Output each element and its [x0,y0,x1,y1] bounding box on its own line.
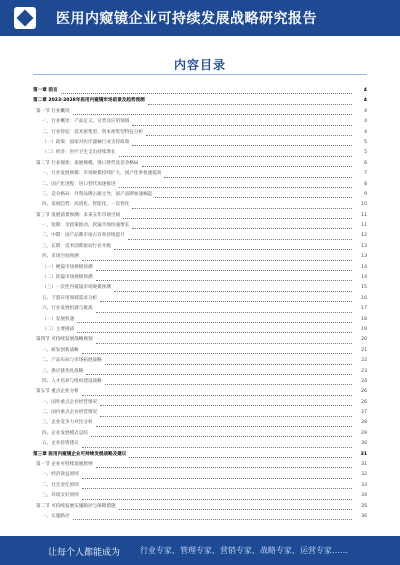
toc-leader-dots [96,343,352,344]
report-header [0,0,400,36]
toc-entry-text: 二、中期：国产品牌市场占有率持续提升 [42,233,125,239]
toc-leader-dots [86,374,352,375]
toc-entry-page: 17 [361,306,367,312]
toc-leader-dots [100,405,352,406]
toc-entry-text: 三、竞争格局：外资品牌占据主导，国产品牌加速崛起 [42,191,153,197]
toc-entry[interactable] [33,398,367,408]
toc-title: 内容目录 [173,58,226,72]
toc-entry[interactable] [33,491,367,501]
toc-entry[interactable] [33,148,367,158]
toc-entry-text: 第二节 行业现状：发展规模、进口替代及竞争格局 [36,160,139,166]
toc-entry[interactable] [33,200,367,210]
toc-entry[interactable] [33,263,367,273]
toc-entry-text: 二、社会责任原则 [42,482,79,488]
toc-entry-text: 五、下游应用领域需求分析 [42,295,98,301]
toc-entry-text: （一）政策：国家对医疗器械行业支持政策 [42,139,130,145]
toc-entry-page: 11 [361,223,367,229]
toc-entry-text: （一）发展机遇 [42,316,75,322]
toc-entry-page: 31 [360,451,367,457]
toc-entry[interactable] [33,159,367,169]
toc-leader-dots [96,270,352,271]
toc-leader-dots [82,395,352,396]
toc-leader-dots [82,488,352,489]
toc-entry[interactable] [33,502,367,512]
toc-leader-dots [73,519,352,520]
toc-leader-dots [146,135,352,136]
toc-entry-text: 一、行业概述：产品定义、分类及应用领域 [42,119,130,125]
toc-entry-page: 26 [361,399,367,405]
toc-leader-dots [77,332,352,333]
toc-leader-dots [77,322,352,323]
toc-entry-page: 13 [361,243,367,249]
toc-leader-dots [96,426,352,427]
toc-entry[interactable] [33,252,367,262]
toc-entry[interactable] [33,429,367,439]
toc-entry[interactable] [33,377,367,387]
toc-leader-dots [82,260,352,261]
toc-entry-text: （二）软镜市场规模预测 [42,275,93,281]
toc-entry-page: 19 [361,326,367,332]
toc-entry[interactable] [33,180,367,190]
toc-entry-page: 31 [361,462,367,468]
toc-leader-dots [91,436,352,437]
footer-slogan: 让每个人都能成为 [48,548,121,558]
toc-entry-text: 五、企业投资建议 [42,441,79,447]
toc-entry-page: 5 [364,139,367,145]
toc-entry-text: （二）经济：医疗卫生支出持续增长 [42,150,116,156]
toc-entry-text: 第二节 可持续发展实施路径与保障措施 [36,503,116,509]
toc-entry-page: 5 [364,150,367,156]
toc-leader-dots [132,228,352,229]
toc-entry-text: 四、企业发展模式总结 [42,430,88,436]
toc-entry-text: 三、长期：技术创新驱动行业升级 [42,243,111,249]
toc-entry-page: 13 [361,254,367,260]
toc-leader-dots [119,509,352,510]
toc-leader-dots [132,208,352,209]
toc-leader-dots [132,125,352,126]
toc-entry-text: 四、发展趋势：高清化、智能化、一次性化 [42,202,130,208]
toc-entry[interactable] [33,460,367,470]
toc-entry[interactable] [33,325,367,335]
toc-entry-page: 27 [361,410,367,416]
toc-entry-page: 6 [364,160,367,166]
toc-entry[interactable] [33,294,367,304]
table-of-contents [33,86,367,522]
toc-entry[interactable] [33,211,367,221]
toc-leader-dots [164,177,352,178]
toc-entry-text: 一、经济效益原则 [42,472,79,478]
toc-entry[interactable] [33,96,367,106]
toc-entry-text: （三）一次性内窥镜市场规模预测 [42,285,111,291]
toc-entry[interactable] [33,481,367,491]
toc-leader-dots [132,145,352,146]
toc-leader-dots [114,291,352,292]
toc-entry-page: 8 [364,181,367,187]
toc-leader-dots [61,93,352,94]
toc-entry[interactable] [33,450,367,460]
toc-leader-dots [82,478,352,479]
toc-entry-page: 22 [361,358,367,364]
toc-entry-page: 33 [361,482,367,488]
toc-entry[interactable] [33,117,367,127]
toc-entry[interactable] [33,283,367,293]
toc-leader-dots [114,249,352,250]
toc-leader-dots [96,312,352,313]
toc-leader-dots [96,280,352,281]
toc-entry-text: 第一章 前言 [33,87,58,93]
toc-divider [33,74,367,75]
toc-entry-text: 第一节 企业可持续发展原则 [36,462,93,468]
toc-entry-page: 14 [361,275,367,281]
toc-entry-page: 12 [361,233,367,239]
toc-leader-dots [100,416,352,417]
toc-leader-dots [105,384,352,385]
toc-entry-page: 32 [361,472,367,478]
toc-entry[interactable] [33,335,367,345]
toc-entry-text: （一）硬镜市场规模预测 [42,264,93,270]
toc-entry-page: 4 [364,108,367,114]
toc-entry-text: 一、短期：受政策推动，软镜市场快速增长 [42,223,130,229]
toc-entry-text: 四、市场空间预测 [42,254,79,260]
toc-entry-page: 28 [361,420,367,426]
toc-entry[interactable] [33,169,367,179]
toc-entry-page: 35 [361,503,367,509]
toc-entry-text: 第五节 重点企业分析 [36,389,79,395]
toc-entry-page: 4 [363,98,367,104]
toc-entry-text: 第三节 发展前景预测：未来五年市场空间 [36,212,121,218]
toc-entry-text: 二、国内重点企业经营情况 [42,410,98,416]
page-footer [0,536,400,565]
toc-entry-text: 二、国产化进程：进口替代加速推进 [42,181,116,187]
toc-entry-page: 30 [361,441,367,447]
report-title: 医用内窥镜企业可持续发展战略研究报告 [56,11,317,27]
toc-entry[interactable] [33,439,367,449]
toc-entry-text: 第四节 可持续发展战略规划 [36,337,93,343]
toc-entry-page: 4 [364,129,367,135]
toc-leader-dots [119,156,352,157]
toc-entry-page: 10 [361,202,367,208]
toc-entry[interactable] [33,356,367,366]
toc-entry-page: 26 [361,389,367,395]
toc-leader-dots [82,447,352,448]
toc-entry[interactable] [33,315,367,325]
toc-entry-page: 18 [361,316,367,322]
toc-leader-dots [82,499,352,500]
toc-entry[interactable] [33,231,367,241]
toc-entry-page: 11 [361,212,367,218]
toc-entry-text: 四、人才培养与组织建设战略 [42,378,102,384]
toc-entry[interactable] [33,242,367,252]
toc-leader-dots [129,457,352,458]
toc-leader-dots [123,218,352,219]
toc-leader-dots [105,364,352,365]
brand-logo-icon [14,7,36,29]
toc-entry-text: 三、环境友好原则 [42,493,79,499]
toc-entry-page: 9 [364,191,367,197]
toc-leader-dots [100,301,352,302]
toc-entry-text: 六、行业发展机遇与挑战 [42,306,93,312]
toc-entry-page: 23 [361,368,367,374]
toc-entry-page: 20 [361,337,367,343]
toc-leader-dots [128,239,352,240]
toc-leader-dots [155,197,352,198]
toc-entry[interactable] [33,86,367,96]
toc-entry-page: 21 [361,347,367,353]
toc-entry[interactable] [33,107,367,117]
toc-entry[interactable] [33,346,367,356]
toc-entry-text: 一、实施路径 [42,514,70,519]
toc-entry-page: 16 [361,295,367,301]
toc-entry[interactable] [33,273,367,283]
toc-leader-dots [142,166,352,167]
toc-entry-page: 15 [361,285,367,291]
toc-entry-page: 4 [363,87,367,93]
toc-entry[interactable] [33,387,367,397]
toc-entry-page: 24 [361,378,367,384]
toc-leader-dots [119,187,352,188]
toc-entry-page: 29 [361,430,367,436]
footer-tagline: 行业专家、管理专家、营销专家、战略专家、运营专家…… [140,546,348,555]
toc-entry[interactable] [33,128,367,138]
toc-entry-text: 三、供应链优化战略 [42,368,84,374]
toc-entry[interactable] [33,419,367,429]
toc-entry-text: （二）主要挑战 [42,326,75,332]
toc-leader-dots [82,353,352,354]
toc-entry-page: 14 [361,264,367,270]
toc-entry[interactable] [33,138,367,148]
toc-entry-text: 一、行业发展规模：市场规模持续扩大，国产化率快速提高 [42,171,162,177]
toc-entry-text: 第二章 2023-2028年医用内窥镜市场前景及趋势预测 [33,98,145,104]
toc-leader-dots [96,467,352,468]
toc-entry-text: 一、研发创新战略 [42,347,79,353]
toc-leader-dots [73,114,352,115]
toc-entry[interactable] [33,408,367,418]
toc-entry[interactable] [33,190,367,200]
toc-entry-page: 4 [364,119,367,125]
toc-entry[interactable] [33,221,367,231]
toc-entry-text: 第一节 行业概况 [36,108,70,114]
toc-entry-page: 34 [361,493,367,499]
toc-entry-text: 二、行业特征：技术密集型、资本密集型特征分析 [42,129,144,135]
toc-entry-text: 三、企业竞争力对比分析 [42,420,93,426]
toc-entry-text: 第三章 医用内窥镜企业可持续发展战略及建议 [33,451,127,457]
toc-entry-text: 一、国外重点企业经营情况 [42,399,98,405]
toc-entry-text: 二、产品布局与市场拓展战略 [42,358,102,364]
toc-entry[interactable] [33,367,367,377]
toc-entry[interactable] [33,470,367,480]
toc-leader-dots [148,104,352,105]
toc-entry-page: 36 [361,514,367,519]
toc-entry[interactable] [33,512,367,522]
toc-entry-page: 7 [364,171,367,177]
toc-entry[interactable] [33,304,367,314]
